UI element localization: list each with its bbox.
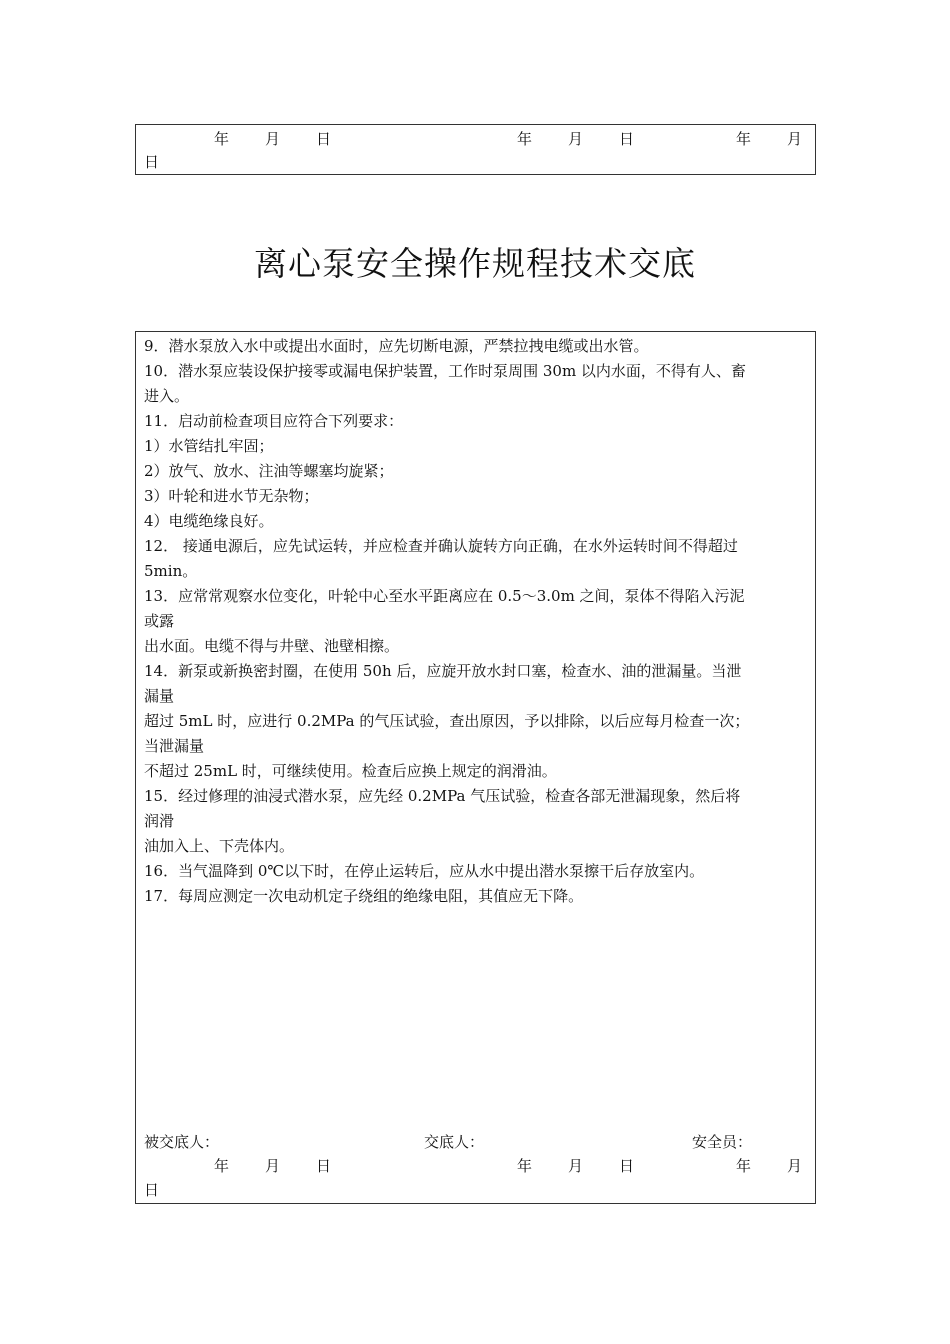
- text-line: 11．启动前检查项目应符合下列要求：: [144, 412, 404, 430]
- text-line: 13．应常常观察水位变化，叶轮中心至水平距离应在 0.5～3.0m 之间，泵体不得陷入污泥: [144, 587, 745, 605]
- date-day-2: 日: [619, 130, 635, 148]
- date-month-1: 月: [265, 1157, 281, 1175]
- date-month-1: 月: [265, 130, 281, 148]
- text-line: 9．潜水泵放入水中或提出水面时，应先切断电源，严禁拉拽电缆或出水管。: [144, 337, 649, 355]
- text-line: 当泄漏量: [144, 737, 205, 755]
- procedure-text: [144, 334, 808, 909]
- text-line: 10．潜水泵应装设保护接零或漏电保护装置，工作时泵周围 30m 以内水面，不得有人、畜: [144, 362, 746, 380]
- signature-row: [136, 1130, 815, 1154]
- text-line: 3）叶轮和进水节无杂物；: [144, 487, 319, 505]
- text-line: 2）放气、放水、注油等螺塞均旋紧；: [144, 462, 394, 480]
- date-day-1: 日: [316, 130, 332, 148]
- recipient-label: 被交底人：: [144, 1133, 220, 1151]
- text-line: 油加入上、下壳体内。: [144, 837, 295, 855]
- text-line: 进入。: [144, 387, 190, 405]
- bottom-date-row: [136, 1154, 815, 1178]
- date-month-2: 月: [568, 1157, 584, 1175]
- text-line: 15．经过修理的油浸式潜水泵，应先经 0.2MPa 气压试验，检查各部无泄漏现象，然后将: [144, 787, 741, 805]
- safety-officer-label: 安全员：: [692, 1133, 753, 1151]
- date-month-3: 月: [787, 1157, 803, 1175]
- date-year-3: 年: [736, 1157, 752, 1175]
- text-line: 14．新泵或新换密封圈，在使用 50h 后，应旋开放水封口塞，检查水、油的泄漏量。当泄: [144, 662, 742, 680]
- date-month-2: 月: [568, 130, 584, 148]
- text-line: 漏量: [144, 687, 175, 705]
- text-line: 超过 5mL 时，应进行 0.2MPa 的气压试验，查出原因，予以排除，以后应每月检查一次；: [144, 712, 750, 730]
- text-line: 16．当气温降到 0℃以下时，在停止运转后，应从水中提出潜水泵擦干后存放室内。: [144, 862, 705, 880]
- content-box: [135, 331, 816, 1204]
- text-line: 17．每周应测定一次电动机定子绕组的绝缘电阻，其值应无下降。: [144, 887, 584, 905]
- text-line: 或露: [144, 612, 175, 630]
- date-year-2: 年: [517, 1157, 533, 1175]
- date-year-2: 年: [517, 130, 533, 148]
- date-month-3: 月: [787, 130, 803, 148]
- date-year-3: 年: [736, 130, 752, 148]
- text-line: 4）电缆绝缘良好。: [144, 512, 274, 530]
- page-title: 离心泵安全操作规程技术交底: [254, 244, 696, 283]
- top-date-box: [135, 124, 816, 175]
- text-line: 出水面。电缆不得与井壁、池壁相擦。: [144, 637, 400, 655]
- text-line: 5min。: [144, 562, 198, 580]
- discloser-label: 交底人：: [424, 1133, 485, 1151]
- text-line: 12． 接通电源后，应先试运转，并应检查并确认旋转方向正确，在水外运转时间不得超过: [144, 537, 738, 555]
- text-line: 不超过 25mL 时，可继续使用。检查后应换上规定的润滑油。: [144, 762, 557, 780]
- top-date-row: [136, 127, 815, 151]
- text-line: 1）水管结扎牢固；: [144, 437, 274, 455]
- text-line: 润滑: [144, 812, 175, 830]
- date-day-1: 日: [316, 1157, 332, 1175]
- date-day-2: 日: [619, 1157, 635, 1175]
- date-year-1: 年: [214, 1157, 230, 1175]
- date-year-1: 年: [214, 130, 230, 148]
- date-day-3: 日: [144, 153, 160, 171]
- date-day-3: 日: [144, 1181, 160, 1199]
